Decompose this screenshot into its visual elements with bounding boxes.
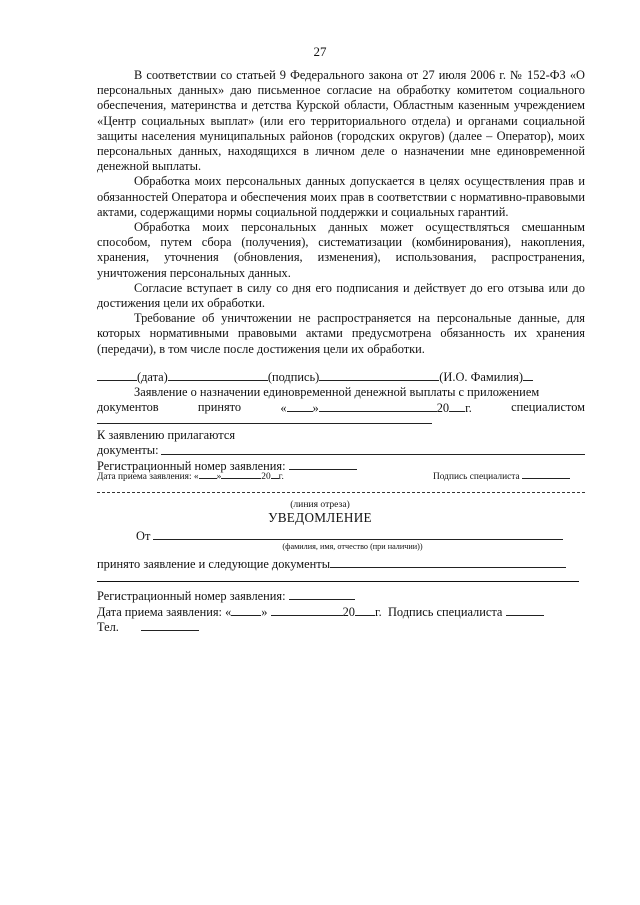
documents-rule bbox=[97, 581, 579, 582]
attachments-block bbox=[97, 428, 585, 475]
short-rule bbox=[97, 423, 432, 424]
from-row: От bbox=[136, 528, 563, 544]
attachments-documents: документы: bbox=[97, 443, 585, 458]
accepted-documents-row: принято заявление и следующие документы bbox=[97, 556, 585, 572]
fio-hint: (фамилия, имя, отчество (при наличии)) bbox=[282, 542, 423, 551]
submission-block bbox=[97, 385, 585, 416]
date-caption: (дата) bbox=[137, 370, 168, 384]
date-specialist-row: Дата приема заявления: « » 20 г. Подпись специалиста bbox=[97, 469, 585, 482]
paragraph-consent: В соответствии со статьей 9 Федерального закона от 27 июля 2006 г. № 152-ФЗ «О персональных данных» даю письменное согласие на обработку комитетом социального обеспечения, материнства и детства Курской области, Областным казенным учреждением «Центр социальных выплат» (или его территориального отдела) и органами социальной защиты населения муниципальных районов (городских округов) (далее – Оператор), моих персональных данных, находящихся в личном деле о назначении мне единовременной денежной выплаты. bbox=[97, 68, 585, 174]
page-number: 27 bbox=[313, 44, 327, 59]
consent-text bbox=[97, 68, 585, 357]
paragraph-validity: Согласие вступает в силу со дня его подписания и действует до его отзыва или до достижения цели их обработки. bbox=[97, 280, 585, 311]
notice-date-row: Дата приема заявления: « » 20 г. Подпись специалиста bbox=[97, 604, 544, 620]
submission-line: Заявление о назначении единовременной денежной выплаты с приложением bbox=[134, 385, 540, 399]
notice-reg-number: Регистрационный номер заявления: bbox=[97, 588, 544, 604]
notice-reg-block bbox=[97, 588, 544, 620]
name-caption: (И.О. Фамилия) bbox=[439, 370, 523, 384]
paragraph-purpose: Обработка моих персональных данных допускается в целях осуществления прав и обязанностей Оператора и обеспечения моих прав в соответствии с нормативно-правовыми актами, содержащими нормы социальной поддержки и социальных гарантий. bbox=[97, 174, 585, 219]
paragraph-methods: Обработка моих персональных данных может осуществляться смешанным способом, путем сбора (получения), систематизации (комбинирования), накопления, хранения, уточнения (обновления, изменения), использования, распространения, уничтожения персональных данных. bbox=[97, 220, 585, 280]
signature-line bbox=[97, 369, 585, 385]
signature-caption: (подпись) bbox=[267, 370, 320, 384]
tel-row: Тел. bbox=[97, 619, 199, 635]
attachments-label: К заявлению прилагаются bbox=[97, 428, 236, 442]
submission-details: документов принято « » 20 г. специалистом bbox=[97, 400, 585, 416]
cut-line-label: (линия отреза) bbox=[290, 499, 350, 510]
paragraph-retention: Требование об уничтожении не распространяется на персональные данные, для которых нормативными правовыми актами предусмотрена обязанность их хранения (передачи), в том числе после достижения цели их обработки. bbox=[97, 311, 585, 356]
reg-number-row: Регистрационный номер заявления: bbox=[97, 458, 585, 474]
cut-line bbox=[97, 492, 585, 493]
specialist-signature-label: Подпись специалиста bbox=[433, 472, 520, 482]
accepted-date-field: « » 20 г. bbox=[280, 401, 472, 416]
notice-title: УВЕДОМЛЕНИЕ bbox=[268, 510, 372, 525]
